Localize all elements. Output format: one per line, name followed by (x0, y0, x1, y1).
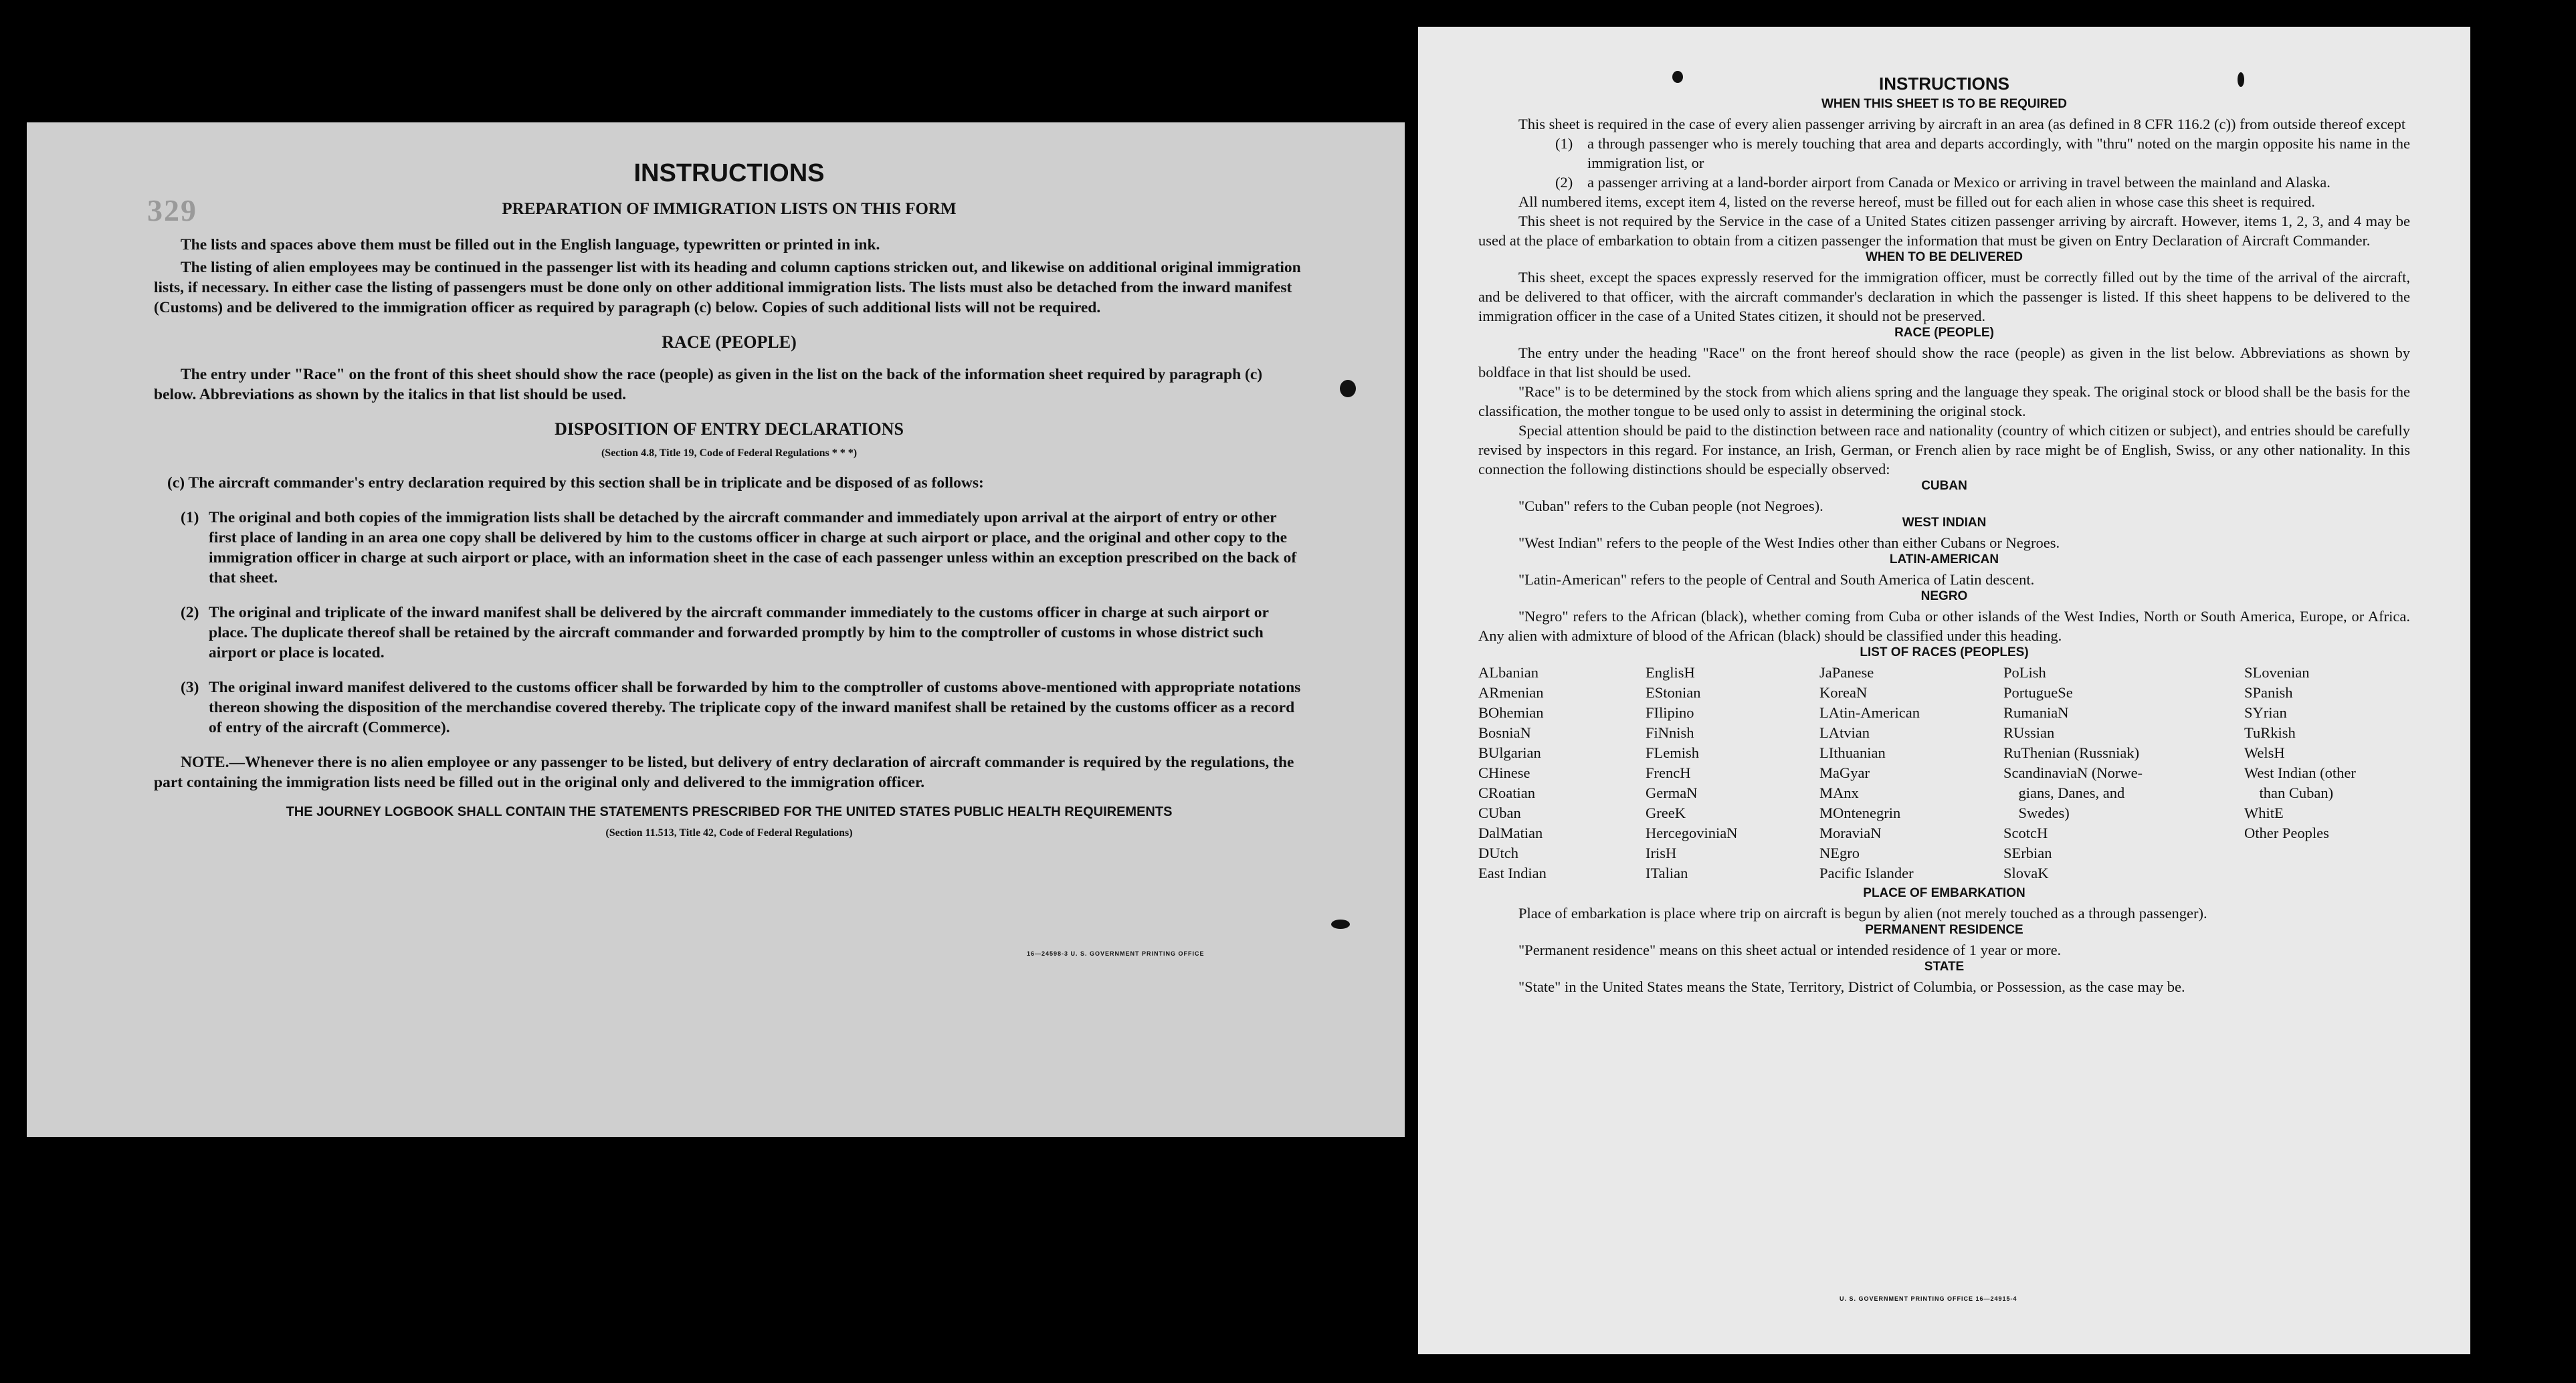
race-entry: CRoatian (1478, 784, 1535, 801)
right-title: INSTRUCTIONS (1879, 74, 2009, 94)
exception-text: a through passenger who is merely touching that area and departs accordingly, with "thru" noted on the margin opposite his name in the immigration list, or (1587, 135, 2410, 171)
left-subtitle: PREPARATION OF IMMIGRATION LISTS ON THIS FORM (502, 200, 957, 218)
race-entry: IrisH (1646, 845, 1677, 861)
exception-1 (1478, 134, 2410, 173)
race-entry: ARmenian (1478, 684, 1544, 701)
item-number: (3) (181, 679, 199, 696)
exception-2 (1478, 173, 2410, 192)
west-indian-text: "West Indian" refers to the people of the West Indies other than either Cubans or Negroes. (1518, 534, 2060, 551)
race-entry: DUtch (1478, 845, 1518, 861)
race-entry: RUssian (2003, 724, 2055, 741)
race-entry: SLovenian (2244, 664, 2310, 681)
left-para-2: The listing of alien employees may be continued in the passenger list with its heading and column captions stricken out, and likewise on additional original immigration lists, if necessary. In either case the listing of passengers must be done only on other additional immigration lists. The lists must also be detached from the inward manifest (Customs) and be delivered to the immigration officer as required by paragraph (c) below. Copies of such additional lists will not be required. (154, 259, 1301, 316)
right-race-heading: RACE (PEOPLE) (1894, 326, 1994, 340)
race-entry: FiNnish (1646, 724, 1694, 741)
race-entry: EnglisH (1646, 664, 1695, 681)
cuban-heading: CUBAN (1921, 479, 1967, 493)
race-entry: RuThenian (Russniak) (2003, 744, 2140, 761)
negro-text: "Negro" refers to the African (black), whether coming from Cuba or other islands of the West Indies, North or South America, Europe, or Africa. Any alien with admixture of blood of the African (black) should be classified under this heading. (1478, 608, 2410, 644)
race-entry: MoraviaN (1819, 825, 1882, 841)
note-para: NOTE.—Whenever there is no alien employee or any passenger to be listed, but delivery of entry declaration of aircraft commander is required by the regulations, the part containing the immigration lists need be filled out in the original only and delivered to the immigration officer. (154, 754, 1294, 791)
race-entry: KoreaN (1819, 684, 1868, 701)
item-text: The original and both copies of the immigration lists shall be detached by the aircraft commander and immediately upon arrival at the airport of entry or other first place of landing in an area one copy shall be delivered by him to the customs officer in charge at such airport or place, and the original and other copy to the immigration officer in charge at such airport or place, with an information sheet in the case of each passenger unless within an exception prescribed on the back of that sheet. (209, 509, 1297, 587)
races-list (1478, 663, 2410, 883)
race-entry: East Indian (1478, 865, 1547, 881)
item-text: The original inward manifest delivered to the customs officer shall be forwarded by him to the comptroller of customs above-mentioned with appropriate notations thereon showing the disposition of the merchandise covered thereby. The triplicate copy of the inward manifest shall be retained by the customs officer as a record of entry of the aircraft (Commerce). (209, 679, 1301, 736)
race-entry: SPanish (2244, 684, 2293, 701)
latin-american-heading: LATIN-AMERICAN (1889, 552, 1999, 566)
right-sheet (1418, 27, 2470, 1354)
residence-text: "Permanent residence" means on this sheet actual or intended residence of 1 year or more. (1518, 942, 2062, 958)
state-heading: STATE (1924, 960, 1965, 974)
embarkation-text: Place of embarkation is place where trip on aircraft is begun by alien (not merely touched as a through passenger). (1518, 905, 2207, 922)
races-column (1819, 663, 2003, 883)
latin-american-text: "Latin-American" refers to the people of Central and South America of Latin descent. (1518, 571, 2035, 588)
exception-text: a passenger arriving at a land-border airport from Canada or Mexico or arriving in travel between the mainland and Alaska. (1587, 174, 2331, 191)
races-column (2244, 663, 2411, 883)
not-required-para: This sheet is not required by the Service in the case of a United States citizen passenger arriving by aircraft. However, items 1, 2, 3, and 4 may be used at the place of embarkation to obtain from a citizen passenger the information that must be given on Entry Declaration of Aircraft Commander. (1478, 213, 2410, 249)
numbered-items-para: All numbered items, except item 4, listed on the reverse hereof, must be filled out for each alien in whose case this sheet is required. (1518, 193, 2315, 210)
left-race-heading: RACE (PEOPLE) (662, 332, 797, 352)
disposition-citation: (Section 4.8, Title 19, Code of Federal Regulations * * *) (601, 447, 858, 459)
race-entry: GreeK (1646, 805, 1686, 821)
races-column (1478, 663, 1646, 883)
race-entry: Pacific Islander (1819, 865, 1914, 881)
ink-speck (1331, 920, 1350, 929)
item-number: (2) (181, 604, 199, 621)
exception-number: (2) (1555, 174, 1573, 191)
race-para-2: "Race" is to be determined by the stock from which aliens spring and the language they speak. The original stock or blood shall be the basis for the classification, the mother tongue to be used only to assist in determining the original stock. (1478, 383, 2410, 419)
right-printing-office-line: U. S. GOVERNMENT PRINTING OFFICE 16—24915-4 (1840, 1295, 2017, 1302)
race-entry: NEgro (1819, 845, 1860, 861)
race-entry: PortugueSe (2003, 684, 2073, 701)
race-entry: FrencH (1646, 764, 1691, 781)
races-column (1646, 663, 1819, 883)
negro-heading: NEGRO (1920, 589, 1968, 603)
ink-speck (1672, 71, 1683, 83)
race-entry: PoLish (2003, 664, 2046, 681)
left-race-para: The entry under "Race" on the front of this sheet should show the race (people) as given in the list on the back of the information sheet required by paragraph (c) below. Abbreviations as shown by the italics in that list should be used. (154, 366, 1263, 403)
race-para-1: The entry under the heading "Race" on the front hereof should show the race (people) as given in the list below. Abbreviations as shown by boldface in that list should be used. (1478, 344, 2410, 381)
race-para-3: Special attention should be paid to the distinction between race and nationality (country of which citizen or subject), and entries should be carefully revised by inspectors in this regard. For instance, an Irish, German, or French alien by race might be of English, Swiss, or any other nationality. In this connection the following distinctions should be especially observed: (1478, 422, 2410, 477)
race-entry: WelsH (2244, 744, 2285, 761)
residence-heading: PERMANENT RESIDENCE (1865, 923, 2023, 937)
race-entry: BUlgarian (1478, 744, 1541, 761)
race-entry: MAnx (1819, 784, 1859, 801)
disposition-item-2 (154, 603, 1304, 663)
race-entry: CHinese (1478, 764, 1530, 781)
item-c: (c) The aircraft commander's entry declaration required by this section shall be in triplicate and be disposed of as follows: (167, 474, 984, 492)
race-entry: FLemish (1646, 744, 1700, 761)
race-entry: West Indian (other (2244, 764, 2356, 781)
race-entry: FIlipino (1646, 704, 1694, 721)
left-title: INSTRUCTIONS (633, 159, 825, 187)
item-number: (1) (181, 509, 199, 526)
west-indian-heading: WEST INDIAN (1902, 516, 1987, 530)
race-entry: gians, Danes, and (2003, 784, 2125, 801)
embarkation-heading: PLACE OF EMBARKATION (1863, 886, 2025, 900)
race-entry: ITalian (1646, 865, 1688, 881)
race-entry: MaGyar (1819, 764, 1870, 781)
exception-number: (1) (1555, 135, 1573, 152)
disposition-heading: DISPOSITION OF ENTRY DECLARATIONS (555, 419, 904, 439)
cuban-text: "Cuban" refers to the Cuban people (not Negroes). (1518, 498, 1823, 514)
race-entry: LAtin-American (1819, 704, 1920, 721)
race-entry: SErbian (2003, 845, 2052, 861)
race-entry: MOntenegrin (1819, 805, 1901, 821)
ink-speck (2238, 72, 2244, 87)
race-entry: Swedes) (2003, 805, 2070, 821)
when-delivered-para: This sheet, except the spaces expressly reserved for the immigration officer, must be correctly filled out by the time of the arrival of the aircraft, and be delivered to that officer, with the aircraft commander's declaration in which the passenger is listed. If this sheet happens to be delivered to the immigration officer in the case of a United States citizen, it should not be preserved. (1478, 269, 2410, 324)
race-entry: DalMatian (1478, 825, 1543, 841)
race-entry: EStonian (1646, 684, 1701, 701)
race-entry: SlovaK (2003, 865, 2049, 881)
race-entry: WhitE (2244, 805, 2284, 821)
race-entry: Other Peoples (2244, 825, 2329, 841)
when-required-para: This sheet is required in the case of every alien passenger arriving by aircraft in an area (as defined in 8 CFR 116.2 (c)) from outside thereof except (1518, 116, 2406, 132)
races-column (2003, 663, 2244, 883)
left-para-1: The lists and spaces above them must be filled out in the English language, typewritten or printed in ink. (181, 236, 880, 253)
logbook-citation: (Section 11.513, Title 42, Code of Federal Regulations) (605, 827, 853, 839)
ink-speck (1340, 380, 1356, 397)
when-required-heading: WHEN THIS SHEET IS TO BE REQUIRED (1821, 97, 2068, 111)
when-delivered-heading: WHEN TO BE DELIVERED (1865, 250, 2023, 264)
race-entry: LIthuanian (1819, 744, 1886, 761)
race-entry: GermaN (1646, 784, 1698, 801)
race-entry: CUban (1478, 805, 1521, 821)
state-text: "State" in the United States means the State, Territory, District of Columbia, or Possession, as the case may be. (1518, 978, 2185, 995)
race-entry: SYrian (2244, 704, 2287, 721)
left-printing-office-line: 16—24598-3 U. S. GOVERNMENT PRINTING OFFICE (1027, 950, 1205, 957)
race-entry: LAtvian (1819, 724, 1870, 741)
races-list-heading: LIST OF RACES (PEOPLES) (1860, 645, 2029, 659)
serial-number: 329 (147, 193, 197, 227)
race-entry: BosniaN (1478, 724, 1531, 741)
race-entry: ALbanian (1478, 664, 1539, 681)
race-entry: ScandinaviaN (Norwe- (2003, 764, 2143, 781)
race-entry: RumaniaN (2003, 704, 2069, 721)
logbook-statement: THE JOURNEY LOGBOOK SHALL CONTAIN THE STATEMENTS PRESCRIBED FOR THE UNITED STATES PUBLIC HEALTH REQUIREMENTS (286, 805, 1173, 819)
left-sheet (27, 122, 1405, 1137)
race-entry: JaPanese (1819, 664, 1874, 681)
race-entry: than Cuban) (2244, 784, 2334, 801)
race-entry: BOhemian (1478, 704, 1544, 721)
race-entry: HercegoviniaN (1646, 825, 1738, 841)
race-entry: TuRkish (2244, 724, 2296, 741)
disposition-item-1 (154, 508, 1304, 588)
item-text: The original and triplicate of the inward manifest shall be delivered by the aircraft commander immediately to the customs officer in charge at such airport or place. The duplicate thereof shall be retained by the aircraft commander and forwarded promptly by him to the comptroller of customs in whose district such airport or place is located. (209, 604, 1269, 661)
race-entry: ScotcH (2003, 825, 2048, 841)
disposition-item-3 (154, 677, 1304, 738)
